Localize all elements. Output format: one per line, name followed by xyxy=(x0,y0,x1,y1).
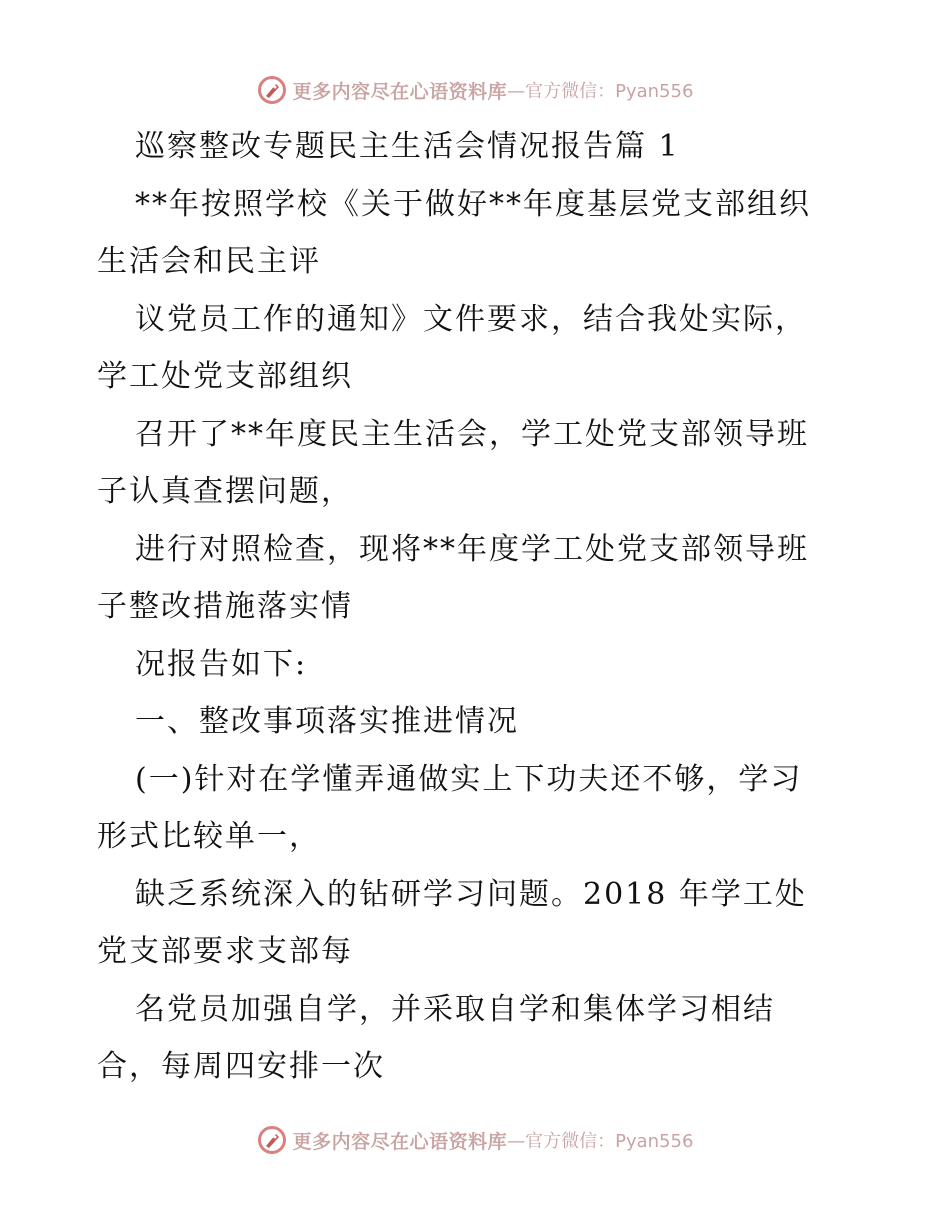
footer-watermark xyxy=(0,1120,950,1160)
paragraph-line: 合，每周四安排一次 xyxy=(97,1049,385,1084)
paragraph-line: 子认真查摆问题， xyxy=(97,474,353,509)
paragraph-line: 党支部要求支部每 xyxy=(97,934,353,969)
paragraph-line: 议党员工作的通知》文件要求，结合我处实际， xyxy=(135,301,807,337)
paragraph-line: 生活会和民主评 xyxy=(97,244,321,279)
header-watermark xyxy=(0,70,950,110)
section-heading: 一、整改事项落实推进情况 xyxy=(135,704,519,739)
paragraph-line: **年按照学校《关于做好**年度基层党支部组织 xyxy=(135,186,811,222)
watermark-main-text: 更多内容尽在心语资料库 xyxy=(292,80,508,103)
paragraph-line: 形式比较单一， xyxy=(97,819,321,854)
paragraph-line: 况报告如下: xyxy=(135,646,308,682)
paragraph-line: (一)针对在学懂弄通做实上下功夫还不够，学习 xyxy=(135,761,803,797)
paragraph-line: 名党员加强自学，并采取自学和集体学习相结 xyxy=(135,991,775,1027)
paragraph-line: 缺乏系统深入的钻研学习问题。2018 年学工处 xyxy=(135,876,807,912)
paragraph-line: 子整改措施落实情 xyxy=(97,589,353,624)
paragraph-line: 召开了**年度民主生活会，学工处党支部领导班 xyxy=(135,416,809,452)
pen-nib-logo-icon xyxy=(257,75,287,105)
document-title: 巡察整改专题民主生活会情况报告篇 1 xyxy=(135,129,680,164)
watermark-sub-text: —官方微信：Pyan556 xyxy=(507,81,694,102)
pen-nib-logo-icon xyxy=(257,1125,287,1155)
watermark-sub-text: —官方微信：Pyan556 xyxy=(507,1131,694,1152)
paragraph-line: 学工处党支部组织 xyxy=(97,359,353,394)
paragraph-line: 进行对照检查，现将**年度学工处党支部领导班 xyxy=(135,531,809,567)
document-body xyxy=(97,118,857,1096)
watermark-main-text: 更多内容尽在心语资料库 xyxy=(292,1130,508,1153)
